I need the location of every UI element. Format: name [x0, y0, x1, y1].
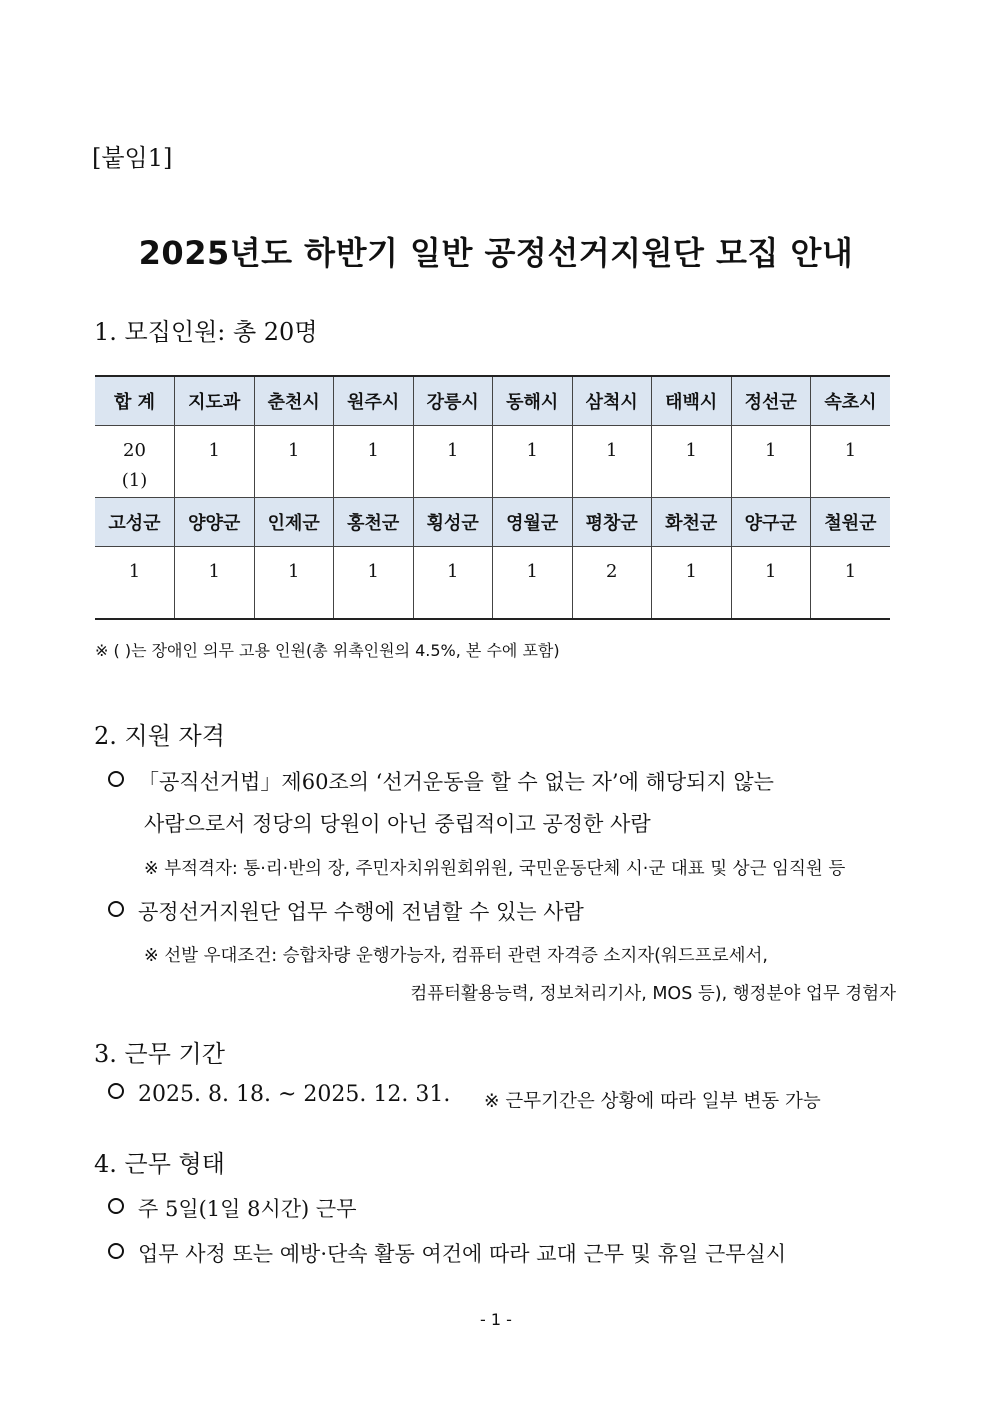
value-cell: 1: [731, 426, 811, 498]
value-cell: 1: [652, 547, 732, 619]
circle-bullet-icon: [108, 901, 124, 917]
header-cell: 원주시: [334, 376, 414, 426]
header-cell: 평창군: [572, 498, 652, 547]
table-value-row: [95, 547, 890, 619]
qualification-item-2: 공정선거지원단 업무 수행에 전념할 수 있는 사람: [108, 896, 584, 926]
value-cell: 2: [572, 547, 652, 619]
header-cell: 영월군: [493, 498, 573, 547]
value-cell: 1: [493, 426, 573, 498]
header-cell: 춘천시: [254, 376, 334, 426]
header-cell: 합 계: [95, 376, 175, 426]
qualification-item-1-cont: 사람으로서 정당의 당원이 아닌 중립적이고 공정한 사람: [144, 812, 651, 836]
circle-bullet-icon: [108, 1243, 124, 1259]
header-cell: 강릉시: [413, 376, 493, 426]
circle-bullet-icon: [108, 1083, 124, 1099]
work-period: [108, 1082, 450, 1107]
value-cell: 1: [652, 426, 732, 498]
value-cell: 1: [811, 547, 891, 619]
work-type-item-1: 주 5일(1일 8시간) 근무: [108, 1193, 357, 1223]
value-cell: 1: [95, 547, 175, 619]
qualification-item-1: 「공직선거법」제60조의 ‘선거운동을 할 수 없는 자’에 해당되지 않는: [108, 766, 774, 796]
section2-heading: 2. 지원 자격: [94, 722, 225, 750]
header-cell: 철원군: [811, 498, 891, 547]
header-cell: 인제군: [254, 498, 334, 547]
header-cell: 태백시: [652, 376, 732, 426]
value-cell: 1: [413, 547, 493, 619]
period-dates: 2025. 8. 18. ~ 2025. 12. 31.: [138, 1082, 451, 1107]
header-cell: 지도과: [175, 376, 255, 426]
header-cell: 화천군: [652, 498, 732, 547]
header-cell: 동해시: [493, 376, 573, 426]
value-cell: 1: [175, 547, 255, 619]
value-cell: 1: [493, 547, 573, 619]
header-cell: 양양군: [175, 498, 255, 547]
section4-heading: 4. 근무 형태: [94, 1150, 225, 1178]
header-cell: 삼척시: [572, 376, 652, 426]
page-number: - 1 -: [480, 1310, 512, 1329]
header-cell: 고성군: [95, 498, 175, 547]
disabled-quota: (1): [121, 470, 148, 491]
preference-note-line2: 컴퓨터활용능력, 정보처리기사, MOS 등), 행정분야 업무 경험자: [410, 984, 896, 1004]
recruitment-table: [95, 375, 890, 620]
preference-note-line1: ※ 선발 우대조건: 승합차량 운행가능자, 컴퓨터 관련 자격증 소지자(워드프로세서,: [144, 946, 768, 966]
value-cell: 1: [731, 547, 811, 619]
header-cell: 홍천군: [334, 498, 414, 547]
table-value-row: [95, 426, 890, 498]
value-cell: 1: [254, 426, 334, 498]
header-cell: 양구군: [731, 498, 811, 547]
document-title: 2025년도 하반기 일반 공정선거지원단 모집 안내: [138, 234, 854, 272]
section3-heading: 3. 근무 기간: [94, 1040, 225, 1068]
total-value: 20: [123, 440, 146, 461]
disabled-quota-note: ※ ( )는 장애인 의무 고용 인원(총 위촉인원의 4.5%, 본 수에 포함): [95, 641, 560, 660]
value-cell: 1: [811, 426, 891, 498]
attachment-label: [붙임1]: [92, 144, 173, 172]
value-cell: 1: [175, 426, 255, 498]
section1-heading: 1. 모집인원: 총 20명: [94, 318, 318, 346]
ineligible-note: ※ 부적격자: 통·리·반의 장, 주민자치위원회위원, 국민운동단체 시·군 대표 및 상근 임직원 등: [144, 859, 846, 879]
table-header-row: [95, 376, 890, 426]
table-header-row: [95, 498, 890, 547]
value-cell: 1: [254, 547, 334, 619]
value-cell: 1: [334, 426, 414, 498]
header-cell: 속초시: [811, 376, 891, 426]
value-cell: 1: [334, 547, 414, 619]
value-cell: [95, 426, 175, 498]
header-cell: 정선군: [731, 376, 811, 426]
value-cell: 1: [413, 426, 493, 498]
work-type-item-2: 업무 사정 또는 예방·단속 활동 여건에 따라 교대 근무 및 휴일 근무실시: [108, 1238, 786, 1268]
period-note: ※ 근무기간은 상황에 따라 일부 변동 가능: [484, 1091, 821, 1112]
circle-bullet-icon: [108, 771, 124, 787]
value-cell: 1: [572, 426, 652, 498]
circle-bullet-icon: [108, 1198, 124, 1214]
header-cell: 횡성군: [413, 498, 493, 547]
